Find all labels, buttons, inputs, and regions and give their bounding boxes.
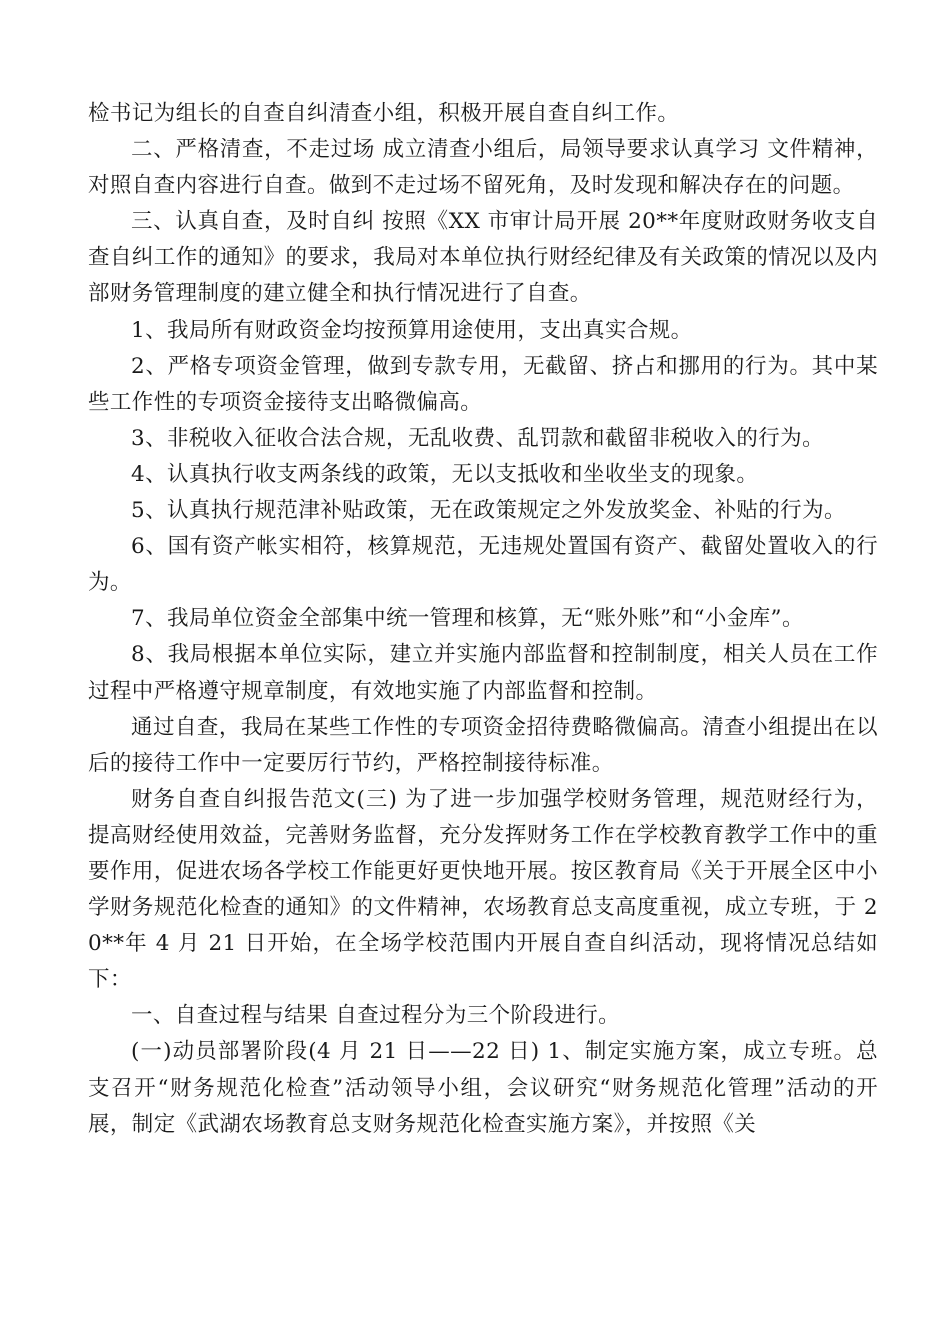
paragraph-4: 1、我局所有财政资金均按预算用途使用，支出真实合规。	[131, 317, 693, 343]
paragraph-6: 3、非税收入征收合法合规，无乱收费、乱罚款和截留非税收入的行为。	[131, 425, 824, 451]
paragraph-9: 6、国有资产帐实相符，核算规范，无违规处置国有资产、截留处置收入的行为。	[88, 534, 878, 596]
paragraph-7: 4、认真执行收支两条线的政策，无以支抵收和坐收坐支的现象。	[131, 461, 759, 487]
document-body	[88, 96, 878, 1143]
paragraph-2: 二、严格清查，不走过场 成立清查小组后，局领导要求认真学习 文件精神，对照自查内容进行自查。做到不走过场不留死角，及时发现和解决存在的问题。	[88, 137, 878, 199]
paragraph-14: 一、自查过程与结果 自查过程分为三个阶段进行。	[131, 1003, 621, 1029]
paragraph-15: (一)动员部署阶段(4 月 21 日——22 日) 1、制定实施方案，成立专班。总支召开“财务规范化检查”活动领导小组，会议研究“财务规范化管理”活动的开展，制定《武湖农场教育总支财务规范化检查实施方案》，并按照《关	[88, 1039, 878, 1137]
paragraph-13: 财务自查自纠报告范文(三) 为了进一步加强学校财务管理，规范财经行为，提高财经使用效益，完善财务监督，充分发挥财务工作在学校教育教学工作中的重要作用，促进农场各学校工作能更好更快地开展。按区教育局《关于开展全区中小学财务规范化检查的通知》的文件精神，农场教育总支高度重视，成立专班，于 20**年 4 月 21 日开始，在全场学校范围内开展自查自纠活动，现将情况总结如下：	[88, 786, 878, 993]
paragraph-10: 7、我局单位资金全部集中统一管理和核算，无“账外账”和“小金库”。	[131, 606, 804, 632]
paragraph-1: 检书记为组长的自查自纠清查小组，积极开展自查自纠工作。	[88, 101, 680, 126]
paragraph-3: 三、认真自查，及时自纠 按照《XX 市审计局开展 20**年度财政财务收支自查自纠工作的通知》的要求，我局对本单位执行财经纪律及有关政策的情况以及内部财务管理制度的建立健全和执行情况进行了自查。	[88, 209, 878, 307]
paragraph-11: 8、我局根据本单位实际，建立并实施内部监督和控制制度，相关人员在工作过程中严格遵守规章制度，有效地实施了内部监督和控制。	[88, 642, 878, 704]
paragraph-12: 通过自查，我局在某些工作性的专项资金招待费略微偏高。清查小组提出在以后的接待工作中一定要厉行节约，严格控制接待标准。	[88, 714, 878, 776]
paragraph-8: 5、认真执行规范津补贴政策，无在政策规定之外发放奖金、补贴的行为。	[131, 498, 846, 524]
paragraph-5: 2、严格专项资金管理，做到专款专用，无截留、挤占和挪用的行为。其中某些工作性的专项资金接待支出略微偏高。	[88, 353, 878, 415]
